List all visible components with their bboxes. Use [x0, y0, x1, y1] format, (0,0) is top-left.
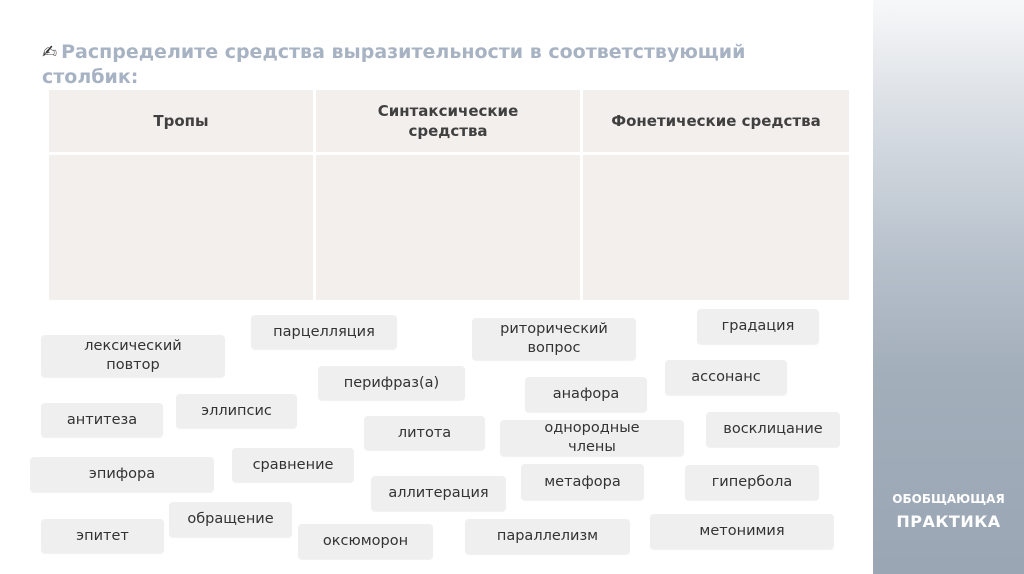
- chip-oxymoron[interactable]: оксюморон: [298, 524, 433, 559]
- column-header-tropes: Тропы: [153, 112, 209, 130]
- chip-rhetorical-question[interactable]: риторический вопрос: [472, 318, 636, 360]
- chip-exclamation[interactable]: восклицание: [706, 412, 840, 447]
- chip-anaphora[interactable]: анафора: [525, 377, 647, 412]
- chip-lexical-repetition[interactable]: лексический повтор: [41, 335, 225, 377]
- chip-metaphor[interactable]: метафора: [521, 464, 644, 500]
- column-header-syntax: Синтаксические средства: [377, 102, 519, 140]
- sidebar-label-line1: ОБОБЩАЮЩАЯ: [892, 492, 1005, 506]
- decorative-sidebar: [873, 0, 1024, 574]
- chip-alliteration[interactable]: аллитерация: [371, 476, 506, 511]
- sidebar-label-line2: ПРАКТИКА: [896, 512, 1001, 531]
- writing-hand-icon: ✍: [42, 42, 58, 63]
- column-header-phonetic: Фонетические средства: [611, 112, 821, 130]
- chip-antithesis[interactable]: антитеза: [41, 403, 163, 437]
- chip-gradation[interactable]: градация: [697, 309, 819, 344]
- chip-ellipsis[interactable]: эллипсис: [176, 394, 297, 428]
- drop-zone-syntax[interactable]: [316, 155, 580, 300]
- chip-homogeneous-members[interactable]: однородные члены: [500, 420, 684, 456]
- slide-title: [42, 40, 842, 90]
- drop-zone-tropes[interactable]: [49, 155, 313, 300]
- chip-hyperbole[interactable]: гипербола: [685, 465, 819, 500]
- title-text: Распределите средства выразительности в соответствующий столбик:: [42, 41, 746, 88]
- chip-litotes[interactable]: литота: [364, 416, 485, 450]
- chip-comparison[interactable]: сравнение: [232, 448, 354, 482]
- chip-address[interactable]: обращение: [169, 502, 292, 537]
- chip-epiphora[interactable]: эпифора: [30, 457, 214, 492]
- chip-periphrasis[interactable]: перифраз(а): [318, 366, 465, 400]
- chip-parallelism[interactable]: параллелизм: [465, 519, 630, 554]
- chip-epithet[interactable]: эпитет: [41, 519, 164, 553]
- chip-metonymy[interactable]: метонимия: [650, 514, 834, 549]
- drop-zone-phonetic[interactable]: [583, 155, 849, 300]
- chip-assonance[interactable]: ассонанс: [665, 360, 787, 395]
- chip-parcellation[interactable]: парцелляция: [251, 315, 397, 349]
